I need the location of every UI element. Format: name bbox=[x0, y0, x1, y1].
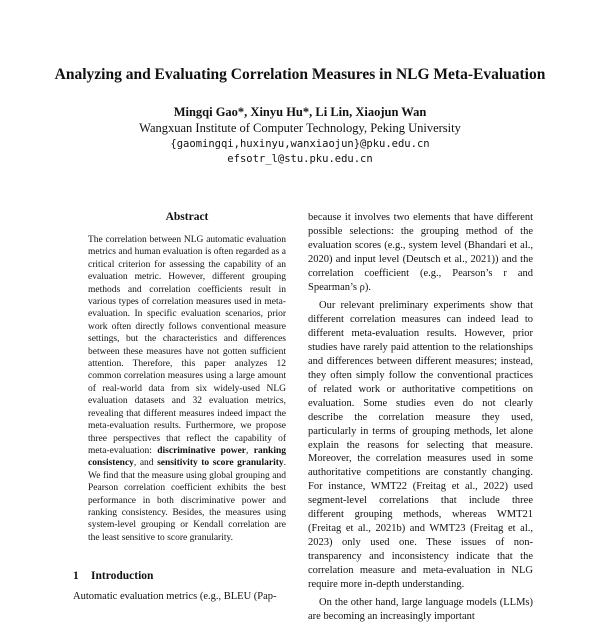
paper-title: Analyzing and Evaluating Correlation Measures in NLG Meta-Evaluation bbox=[54, 66, 546, 83]
author-email-1: {gaomingqi,huxinyu,wanxiaojun}@pku.edu.cn bbox=[170, 138, 430, 150]
abstract-separator-2: , and bbox=[133, 458, 158, 469]
abstract-heading: Abstract bbox=[165, 211, 209, 223]
section-title: Introduction bbox=[91, 570, 154, 582]
affiliation: Wangxuan Institute of Computer Technology, Peking University bbox=[139, 121, 461, 135]
abstract-separator-1: , bbox=[246, 445, 254, 456]
author-list: Mingqi Gao*, Xinyu Hu*, Li Lin, Xiaojun Wan bbox=[173, 105, 427, 119]
paragraph-1: because it involves two elements that have different possible selections: the grouping method of the evaluation scores (e.g., system level (Bhandari et al., 2020) and input level (Deutsch et al., 2021)) and the correlation coefficient (e.g., Pearson’s r and Spearman’s ρ). bbox=[308, 212, 533, 293]
abstract-text-part-1: The correlation between NLG automatic evaluation metrics and human evaluation is often regarded as a critical criterion for assessing the capability of an evaluation metric. However, different grouping methods and correlation coefficients result in various types of correlation measures used in meta-evaluation. In specific evaluation scenarios, prior work often directly follows conventional measure settings, but the characteristics and differences between these measures have not gotten sufficient attention. Therefore, this paper analyzes 12 common correlation measures using a large amount of real-world data from six widely-used NLG evaluation datasets and 32 evaluation metrics, revealing that different measures indeed impact the meta-evaluation results. Furthermore, we propose three perspectives that reflect the capability of meta-evaluation: bbox=[88, 235, 286, 456]
paragraph-2: Our relevant preliminary experiments show that different correlation measures can indeed lead to different meta-evaluation results. However, prior studies have rarely paid attention to the relationships and differences between different measures; instead, they often simply follow the conventional practices of related work or authoritative competitions on evaluation. Some studies even do not clearly describe the correlation measure they used, particularly in terms of grouping methods, let alone explain the reasons for selecting that measure. Moreover, the correlation measures used in some authoritative competitions are constantly changing. For instance, WMT22 (Freitag et al., 2022) used segment-level correlations that include three different grouping methods, whereas WMT21 (Freitag et al., 2021b) and WMT23 (Freitag et al., 2023) only used one. These issues of non-transparency and inconsistency indicate that the correlation measure and meta-evaluation in NLG require more in-depth understanding. bbox=[308, 300, 533, 590]
abstract-text-part-2: . We find that the measure using global grouping and Pearson correlation coefficient exhibits the best performance in both discriminative power and ranking consistency. Besides, the measures using system-level grouping or Kendall correlation are the least sensitive to score granularity. bbox=[88, 458, 287, 543]
paragraph-3: On the other hand, large language models (LLMs) are becoming an increasingly important bbox=[308, 597, 533, 623]
abstract-bold-discriminative-power: discriminative power bbox=[157, 445, 247, 456]
introduction-first-line: Automatic evaluation metrics (e.g., BLEU (Pap- bbox=[73, 591, 277, 602]
abstract-bold-ranking-consistency: ranking consistency bbox=[88, 445, 286, 469]
author-email-2: efsotr_l@stu.pku.edu.cn bbox=[227, 153, 373, 165]
abstract-body bbox=[88, 234, 286, 544]
section-heading-introduction bbox=[73, 570, 153, 582]
right-column-text bbox=[308, 211, 533, 624]
section-number: 1 bbox=[73, 570, 79, 582]
abstract-bold-sensitivity: sensitivity to score granularity bbox=[157, 458, 284, 469]
